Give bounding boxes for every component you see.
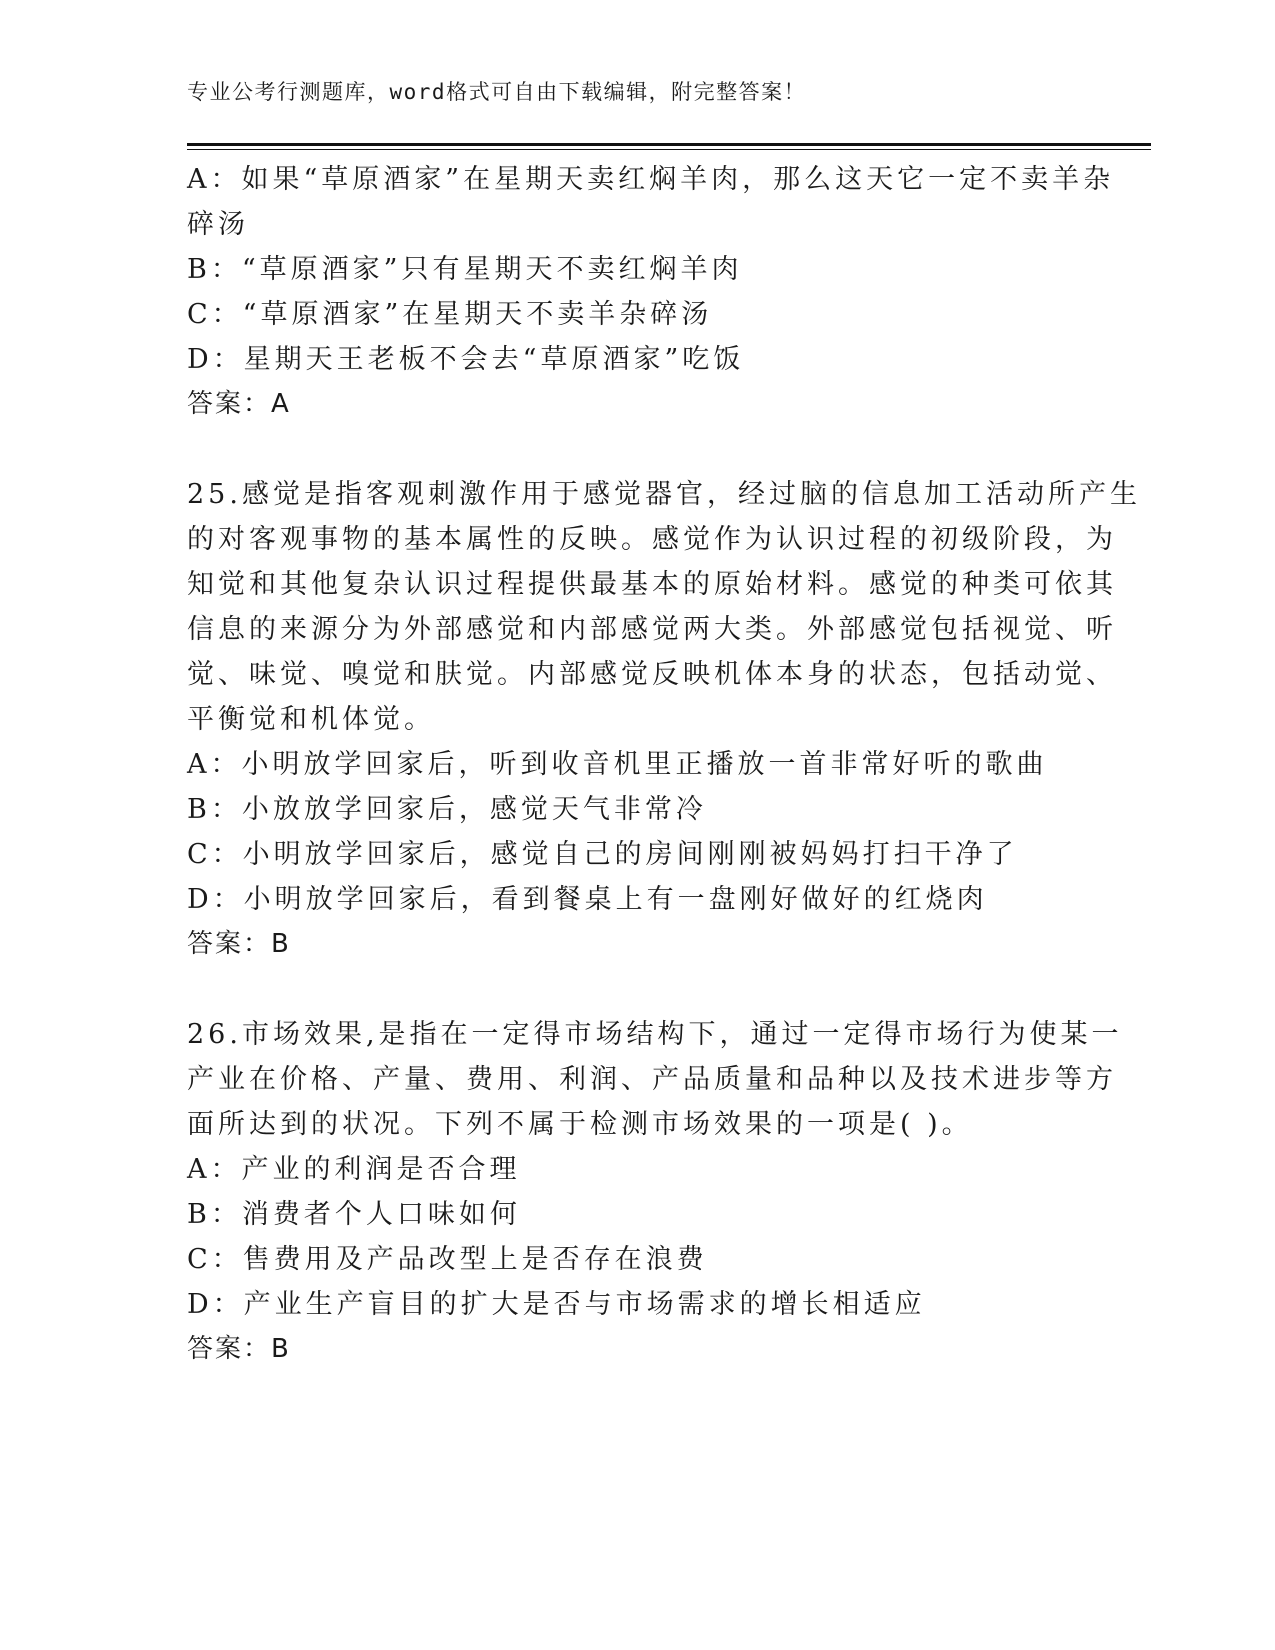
- question-26: [187, 1012, 1123, 1372]
- option-d: D：星期天王老板不会去“草原酒家”吃饭: [187, 344, 745, 375]
- question-stem-line: 觉、味觉、嗅觉和肤觉。内部感觉反映机体本身的状态，包括动觉、: [187, 659, 1117, 690]
- option-b: B：小放放学回家后，感觉天气非常冷: [187, 794, 707, 825]
- answer: 答案：B: [187, 1334, 291, 1364]
- question-stem-line: 平衡觉和机体觉。: [187, 704, 435, 735]
- question-stem-line: 25.感觉是指客观刺激作用于感觉器官，经过脑的信息加工活动所产生: [187, 479, 1141, 510]
- question-25: [187, 472, 1141, 967]
- question-stem-line: 的对客观事物的基本属性的反映。感觉作为认识过程的初级阶段，为: [187, 524, 1117, 555]
- question-block-prev: [187, 157, 1115, 427]
- spacer: [187, 967, 1087, 1012]
- option-a-line-1: A：如果“草原酒家”在星期天卖红焖羊肉，那么这天它一定不卖羊杂: [187, 164, 1115, 195]
- header-divider-thin: [187, 149, 1151, 150]
- option-c: C：售费用及产品改型上是否存在浪费: [187, 1244, 708, 1275]
- option-c: C：小明放学回家后，感觉自己的房间刚刚被妈妈打扫干净了: [187, 839, 1018, 870]
- option-a-line-2: 碎汤: [187, 209, 249, 240]
- question-stem-line: 面所达到的状况。下列不属于检测市场效果的一项是( )。: [187, 1109, 973, 1140]
- header-divider-thick: [187, 143, 1151, 146]
- option-a: A：小明放学回家后，听到收音机里正播放一首非常好听的歌曲: [187, 749, 1048, 780]
- question-stem-line: 产业在价格、产量、费用、利润、产品质量和品种以及技术进步等方: [187, 1064, 1117, 1095]
- question-stem-line: 知觉和其他复杂认识过程提供最基本的原始材料。感觉的种类可依其: [187, 569, 1117, 600]
- spacer: [187, 427, 1087, 472]
- option-d: D：产业生产盲目的扩大是否与市场需求的增长相适应: [187, 1289, 926, 1320]
- option-b: B：“草原酒家”只有星期天不卖红焖羊肉: [187, 254, 743, 285]
- answer: 答案：B: [187, 929, 291, 959]
- question-stem-line: 信息的来源分为外部感觉和内部感觉两大类。外部感觉包括视觉、听: [187, 614, 1117, 645]
- option-a: A：产业的利润是否合理: [187, 1154, 521, 1185]
- question-stem-line: 26.市场效果,是指在一定得市场结构下，通过一定得市场行为使某一: [187, 1019, 1123, 1050]
- option-c: C：“草原酒家”在星期天不卖羊杂碎汤: [187, 299, 713, 330]
- page-header: 专业公考行测题库，word格式可自由下载编辑，附完整答案！: [187, 80, 807, 104]
- option-d: D：小明放学回家后，看到餐桌上有一盘刚好做好的红烧肉: [187, 884, 988, 915]
- answer: 答案：A: [187, 389, 291, 419]
- question-content: [187, 157, 1141, 1372]
- option-b: B：消费者个人口味如何: [187, 1199, 521, 1230]
